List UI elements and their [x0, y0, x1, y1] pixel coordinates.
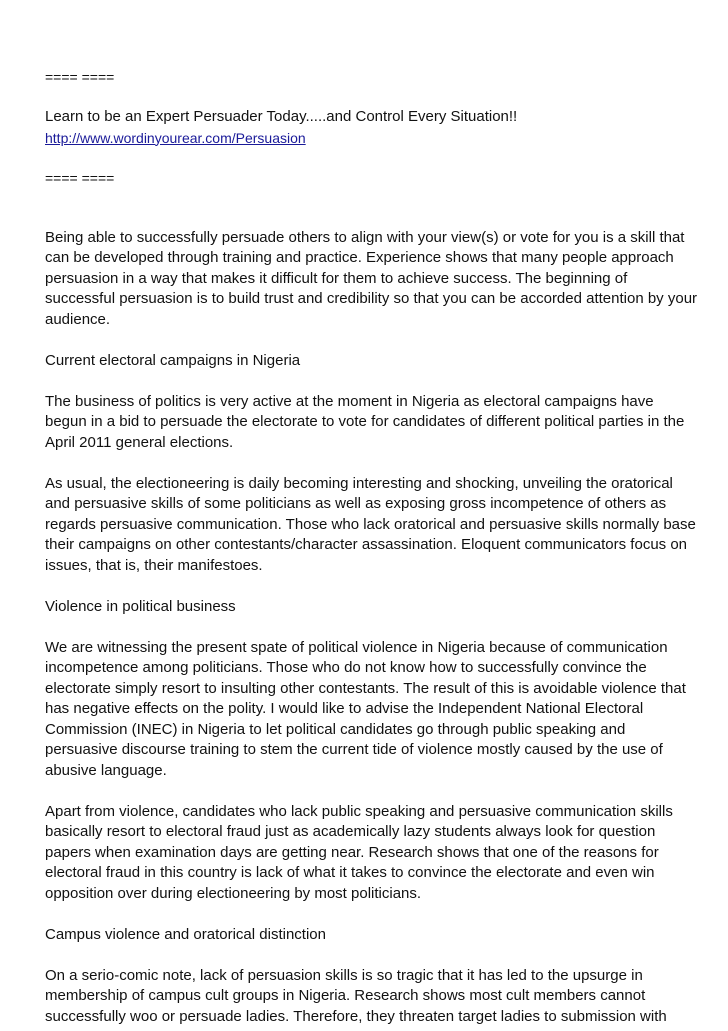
text-line: April 2011 general elections. [45, 433, 234, 451]
text-line: begun in a bid to persuade the electorate to vote for candidates of different political parties in the [45, 413, 685, 430]
text-line: basically resort to electoral fraud just as academically lazy students always look for question [45, 823, 656, 840]
text-line: and persuasive skills of some politicians as well as exposing gross incompetence of others as [45, 495, 667, 512]
heading-violence: Violence in political business [45, 597, 236, 615]
text-line: audience. [45, 310, 111, 328]
text-line: The business of politics is very active at the moment in Nigeria as electoral campaigns have [45, 392, 654, 410]
violence-paragraph-1 [45, 638, 688, 782]
promo-title: Learn to be an Expert Persuader Today.....and Control Every Situation!! [45, 108, 518, 125]
text-line: their campaigns on other contestants/character assassination. Eloquent communicators focus on [45, 536, 688, 553]
text-line: issues, that is, their manifestoes. [45, 556, 263, 574]
text-line: persuasive discourse training to stem the current tide of violence mostly caused by the use of [45, 741, 663, 758]
violence-paragraph-2 [45, 802, 688, 905]
separator-top: ==== ==== [45, 69, 115, 85]
text-line: papers when examination days are getting near. Research shows that one of the reasons for [45, 843, 659, 861]
text-line: Being able to successfully persuade others to align with your view(s) or vote for you is a skill that [45, 228, 685, 246]
text-line: has negative effects on the polity. I would like to advise the Independent National Electoral [45, 700, 644, 717]
text-line: membership of campus cult groups in Nigeria. Research shows most cult members cannot [45, 987, 646, 1004]
heading-campus: Campus violence and oratorical distinction [45, 925, 326, 943]
intro-paragraph [45, 228, 698, 331]
campaigns-paragraph-2 [45, 474, 696, 577]
text-line: abusive language. [45, 761, 167, 779]
text-line: opposition over during electioneering by most politicians. [45, 884, 422, 902]
campaigns-paragraph-1 [45, 392, 688, 454]
text-line: successfully woo or persuade ladies. Therefore, they threaten target ladies to submission with [45, 1007, 667, 1025]
campus-paragraph-1 [45, 966, 688, 1028]
text-line: regards persuasive communication. Those who lack oratorical and persuasive skills normally base [45, 515, 696, 533]
text-line: We are witnessing the present spate of political violence in Nigeria because of communication [45, 638, 668, 656]
promo-link[interactable]: http://www.wordinyourear.com/Persuasion [45, 129, 306, 146]
heading-campaigns: Current electoral campaigns in Nigeria [45, 351, 301, 369]
text-line: electorate simply resort to insulting other contestants. The result of this is avoidable violence that [45, 679, 686, 697]
text-line: Apart from violence, candidates who lack public speaking and persuasive communication skills [45, 802, 673, 820]
text-line: As usual, the electioneering is daily becoming interesting and shocking, unveiling the oratorical [45, 474, 673, 492]
text-line: can be developed through training and practice. Experience shows that many people approach [45, 249, 674, 266]
text-line: successful persuasion is to build trust and credibility so that you can be accorded attention by your [45, 290, 698, 307]
header-block [45, 67, 688, 188]
separator-bottom: ==== ==== [45, 169, 115, 186]
text-line: persuasion in a way that makes it difficult for them to achieve success. The beginning of [45, 269, 628, 287]
text-line: electoral fraud in this country is lack of what it takes to convince the electorate and even win [45, 864, 655, 881]
text-line: incompetence among politicians. Those who do not know how to successfully convince the [45, 659, 647, 676]
text-line: Commission (INEC) in Nigeria to let political candidates go through public speaking and [45, 720, 626, 738]
text-line: On a serio-comic note, lack of persuasion skills is so tragic that it has led to the upsurge in [45, 966, 643, 984]
